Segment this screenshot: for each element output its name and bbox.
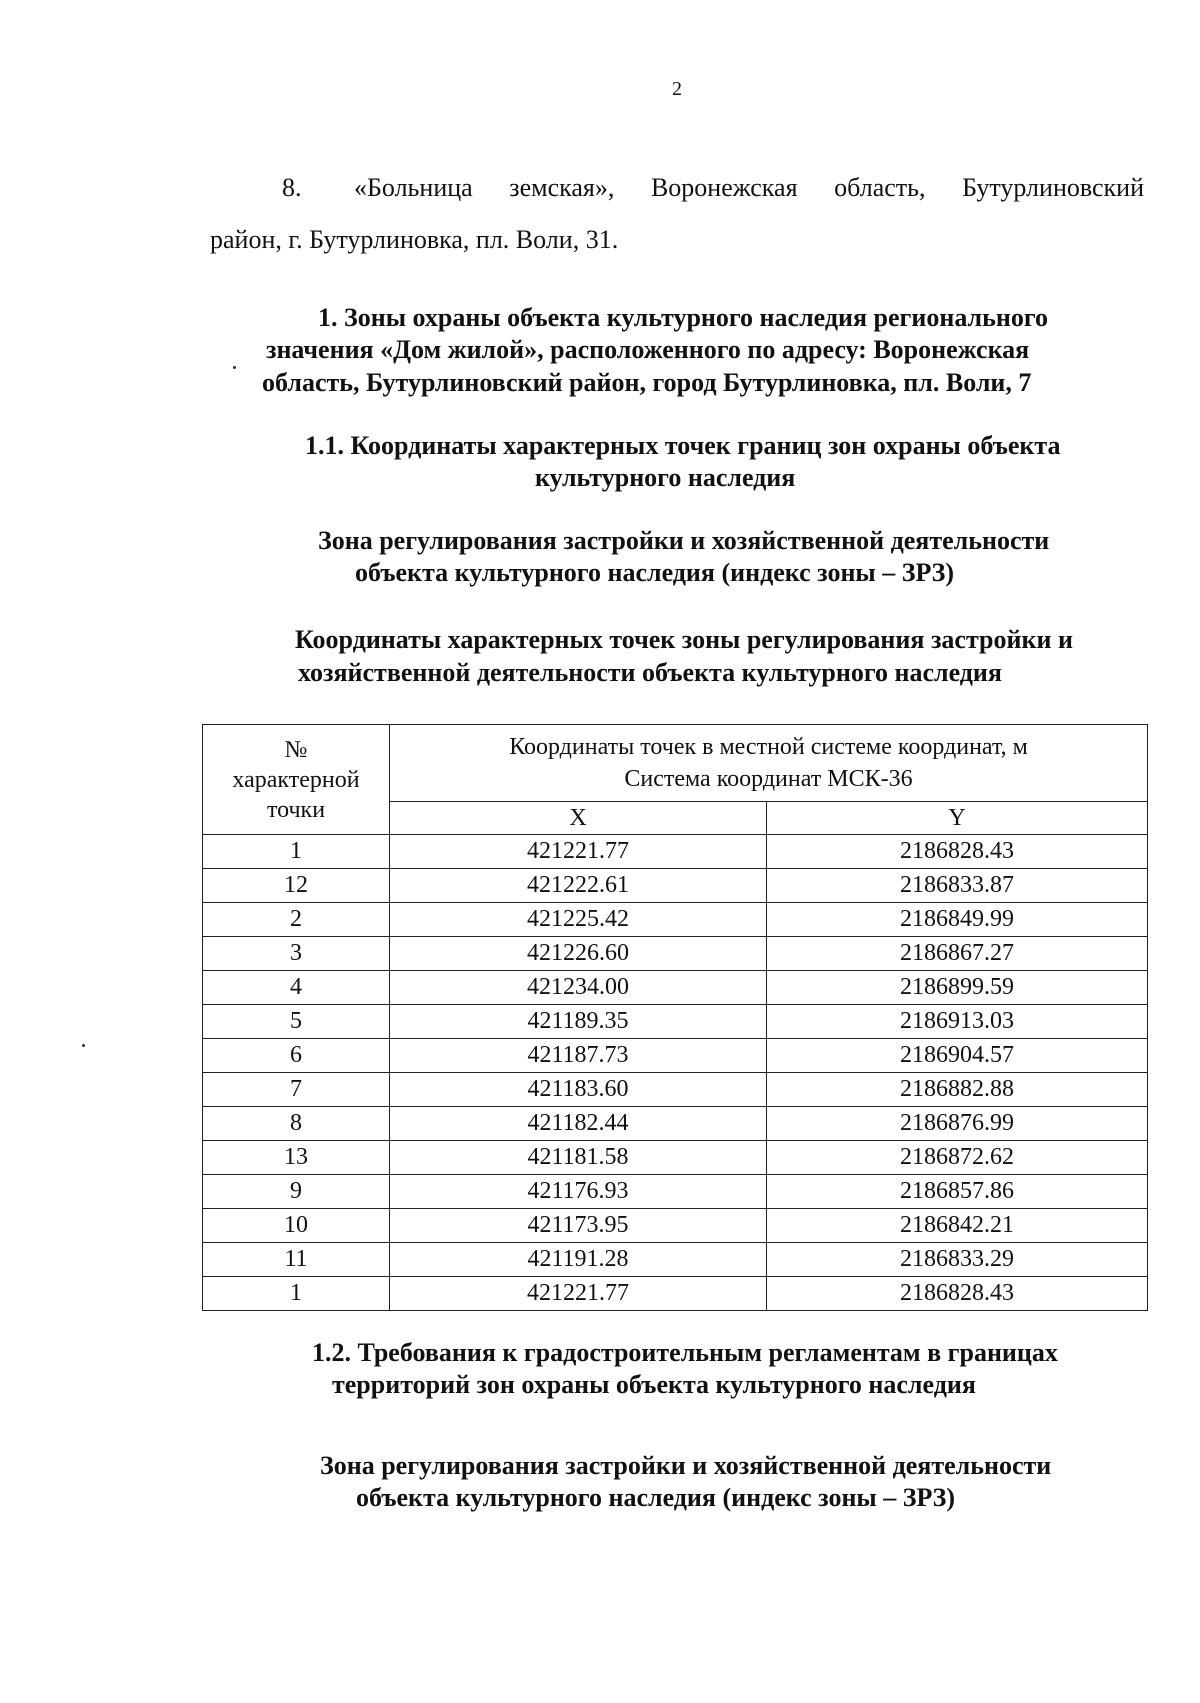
zone-heading-2-line1: Зона регулирования застройки и хозяйственной деятельности <box>320 1451 1052 1480</box>
section-1-2-heading-line1: 1.2. Требования к градостроительным регламентам в границах <box>312 1338 1058 1367</box>
cell-y: 2186872.62 <box>767 1141 1148 1175</box>
cell-point: 11 <box>203 1243 390 1277</box>
coordinates-table <box>202 724 1148 1311</box>
cell-x: 421234.00 <box>390 971 767 1005</box>
cell-y: 2186828.43 <box>767 835 1148 869</box>
section-1-heading-line2: значения «Дом жилой», расположенного по адресу: Воронежская <box>266 335 1030 364</box>
cell-point: 13 <box>203 1141 390 1175</box>
cell-y: 2186913.03 <box>767 1005 1148 1039</box>
cell-point: 6 <box>203 1039 390 1073</box>
cell-y: 2186849.99 <box>767 903 1148 937</box>
header-x: X <box>390 802 767 835</box>
cell-point: 1 <box>203 1277 390 1311</box>
section-1-2-heading-line2: территорий зон охраны объекта культурного наследия <box>332 1370 976 1399</box>
cell-point: 7 <box>203 1073 390 1107</box>
cell-x: 421221.77 <box>390 1277 767 1311</box>
scan-speck <box>82 1044 85 1047</box>
cell-point: 12 <box>203 869 390 903</box>
header-coordinates-title: Координаты точек в местной системе координат, м Система координат МСК-36 <box>390 725 1148 802</box>
cell-y: 2186857.86 <box>767 1175 1148 1209</box>
table-row <box>203 1209 1148 1243</box>
cell-point: 2 <box>203 903 390 937</box>
table-row <box>203 835 1148 869</box>
table-row <box>203 937 1148 971</box>
section-1-1-heading-line1: 1.1. Координаты характерных точек границ зон охраны объекта <box>305 431 1061 460</box>
cell-y: 2186833.29 <box>767 1243 1148 1277</box>
coordinates-heading-line2: хозяйственной деятельности объекта культурного наследия <box>298 658 1002 687</box>
cell-y: 2186904.57 <box>767 1039 1148 1073</box>
page-number: 2 <box>672 78 682 100</box>
cell-x: 421181.58 <box>390 1141 767 1175</box>
cell-y: 2186876.99 <box>767 1107 1148 1141</box>
cell-x: 421225.42 <box>390 903 767 937</box>
table-row <box>203 1141 1148 1175</box>
cell-y: 2186867.27 <box>767 937 1148 971</box>
zone-heading-line2: объекта культурного наследия (индекс зоны – ЗРЗ) <box>355 558 955 587</box>
cell-x: 421226.60 <box>390 937 767 971</box>
cell-point: 10 <box>203 1209 390 1243</box>
cell-y: 2186899.59 <box>767 971 1148 1005</box>
cell-point: 8 <box>203 1107 390 1141</box>
zone-heading-2-line2: объекта культурного наследия (индекс зоны – ЗРЗ) <box>356 1483 956 1512</box>
cell-point: 3 <box>203 937 390 971</box>
table-row <box>203 1175 1148 1209</box>
header-point-number: № характерной точки <box>203 725 390 835</box>
table-row <box>203 1107 1148 1141</box>
cell-point: 5 <box>203 1005 390 1039</box>
table-row <box>203 869 1148 903</box>
cell-x: 421222.61 <box>390 869 767 903</box>
cell-point: 1 <box>203 835 390 869</box>
table-row <box>203 1243 1148 1277</box>
coordinates-heading-line1: Координаты характерных точек зоны регулирования застройки и <box>295 625 1073 654</box>
section-1-heading-line1: 1. Зоны охраны объекта культурного наследия регионального <box>318 303 1049 332</box>
table-row <box>203 1005 1148 1039</box>
table-row <box>203 971 1148 1005</box>
section-1-1-heading-line2: культурного наследия <box>535 463 796 492</box>
cell-point: 4 <box>203 971 390 1005</box>
table-row <box>203 903 1148 937</box>
section-1-heading-line3: область, Бутурлиновский район, город Бутурлиновка, пл. Воли, 7 <box>262 368 1032 397</box>
scan-speck <box>233 366 236 369</box>
table-row <box>203 1073 1148 1107</box>
cell-x: 421187.73 <box>390 1039 767 1073</box>
cell-x: 421183.60 <box>390 1073 767 1107</box>
cell-point: 9 <box>203 1175 390 1209</box>
list-item-number: 8. <box>282 173 302 202</box>
cell-x: 421221.77 <box>390 835 767 869</box>
cell-x: 421182.44 <box>390 1107 767 1141</box>
zone-heading-line1: Зона регулирования застройки и хозяйственной деятельности <box>318 526 1050 555</box>
cell-x: 421189.35 <box>390 1005 767 1039</box>
cell-x: 421173.95 <box>390 1209 767 1243</box>
cell-y: 2186882.88 <box>767 1073 1148 1107</box>
header-y: Y <box>767 802 1148 835</box>
table-row <box>203 1039 1148 1073</box>
list-item-text-line1: «Больница земская», Воронежская область, Бутурлиновский <box>354 173 1144 202</box>
cell-y: 2186828.43 <box>767 1277 1148 1311</box>
cell-y: 2186842.21 <box>767 1209 1148 1243</box>
table-row <box>203 1277 1148 1311</box>
list-item-text-line2: район, г. Бутурлиновка, пл. Воли, 31. <box>210 225 619 254</box>
cell-y: 2186833.87 <box>767 869 1148 903</box>
cell-x: 421191.28 <box>390 1243 767 1277</box>
cell-x: 421176.93 <box>390 1175 767 1209</box>
